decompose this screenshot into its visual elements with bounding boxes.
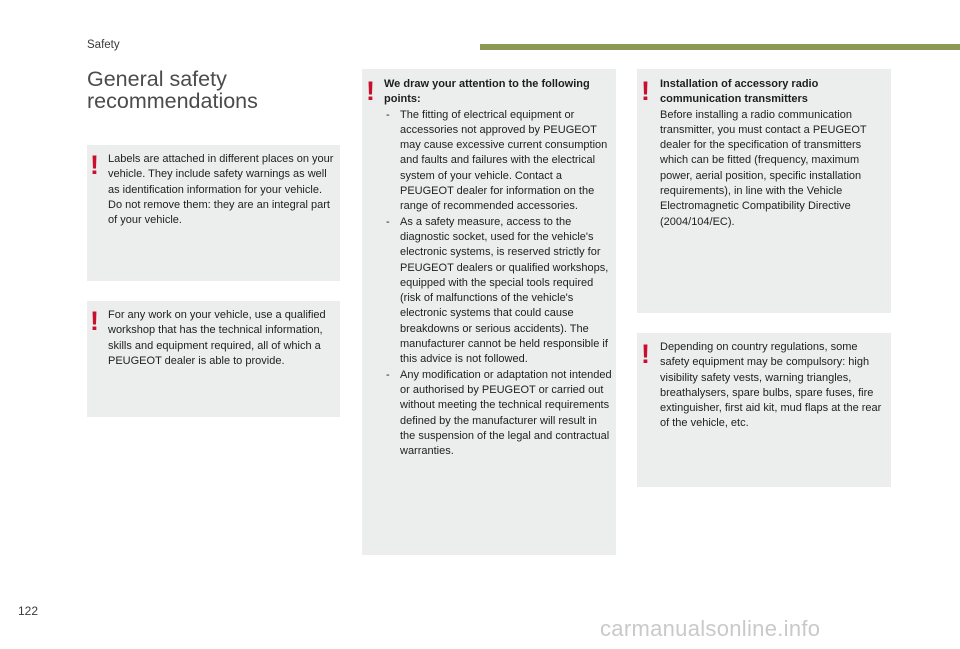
watermark: carmanualsonline.info [600,616,821,641]
list-item-text: The fitting of electrical equipment or accessories not approved by PEUGEOT may cause excessive current consumption and faults and failures with the electrical system of your vehicle. Contact a PEUGEOT dealer for information on the range of recommended accessories. [400,108,608,213]
page-number: 122 [18,604,39,618]
warning-exclamation-icon: ! [90,150,99,180]
section-label: Safety [87,39,120,51]
list-item [384,368,614,460]
radio-transmitter-body: Before installing a radio communication transmitter, you must contact a PEUGEOT dealer for the specification of transmitters which can be fitted (frequency, maximum power, aerial position, specific installation requirements), in line with the Vehicle Electromagnetic Compatibility Directive (2004/104/EC). [660,108,867,228]
list-item-text: Any modification or adaptation not intended or authorised by PEUGEOT or carried out without meeting the technical requirements defined by the manufacturer will result in the suspension of the legal and contractual warranties. [400,368,612,458]
warning-exclamation-icon: ! [641,76,650,106]
list-item-text: As a safety measure, access to the diagnostic socket, used for the vehicle's electronic systems, is reserved strictly for PEUGEOT dealers or qualified workshops, equipped with the special tools required (risk of malfunctions of the vehicle's electronic systems that could cause breakdowns or serious accidents). The manufacturer cannot be held responsible if this advice is not followed. [400,215,609,366]
safety-equipment-text: Depending on country regulations, some safety equipment may be compulsory: high visibility safety vests, warning triangles, breathalysers, spare bulbs, spare fuses, fire extinguisher, first aid kit, mud flaps at the rear of the vehicle, etc. [660,341,882,430]
section-divider-bar [480,44,960,50]
warning-exclamation-icon: ! [90,306,99,336]
list-dash: - [386,215,390,228]
radio-transmitter-heading: Installation of accessory radio communication transmitters [660,78,819,106]
page-title-line-1: General safety [87,67,227,91]
page-title [87,68,258,112]
list-item [384,108,614,215]
attention-points-text [384,77,614,459]
radio-transmitter-text [660,77,889,230]
list-dash: - [386,368,390,381]
list-item [384,215,614,368]
page-title-line-2: recommendations [87,89,258,113]
warning-exclamation-icon: ! [366,76,375,106]
workshop-warning-text: For any work on your vehicle, use a qualified workshop that has the technical information, skills and equipment required, all of which a PEUGEOT dealer is able to provide. [108,309,326,367]
warning-exclamation-icon: ! [641,339,650,369]
attention-points-heading: We draw your attention to the following points: [384,78,590,106]
labels-warning-text: Labels are attached in different places on your vehicle. They include safety warnings as well as identification information for your vehicle. Do not remove them: they are an integral part of your vehicle. [108,153,334,227]
list-dash: - [386,108,390,121]
